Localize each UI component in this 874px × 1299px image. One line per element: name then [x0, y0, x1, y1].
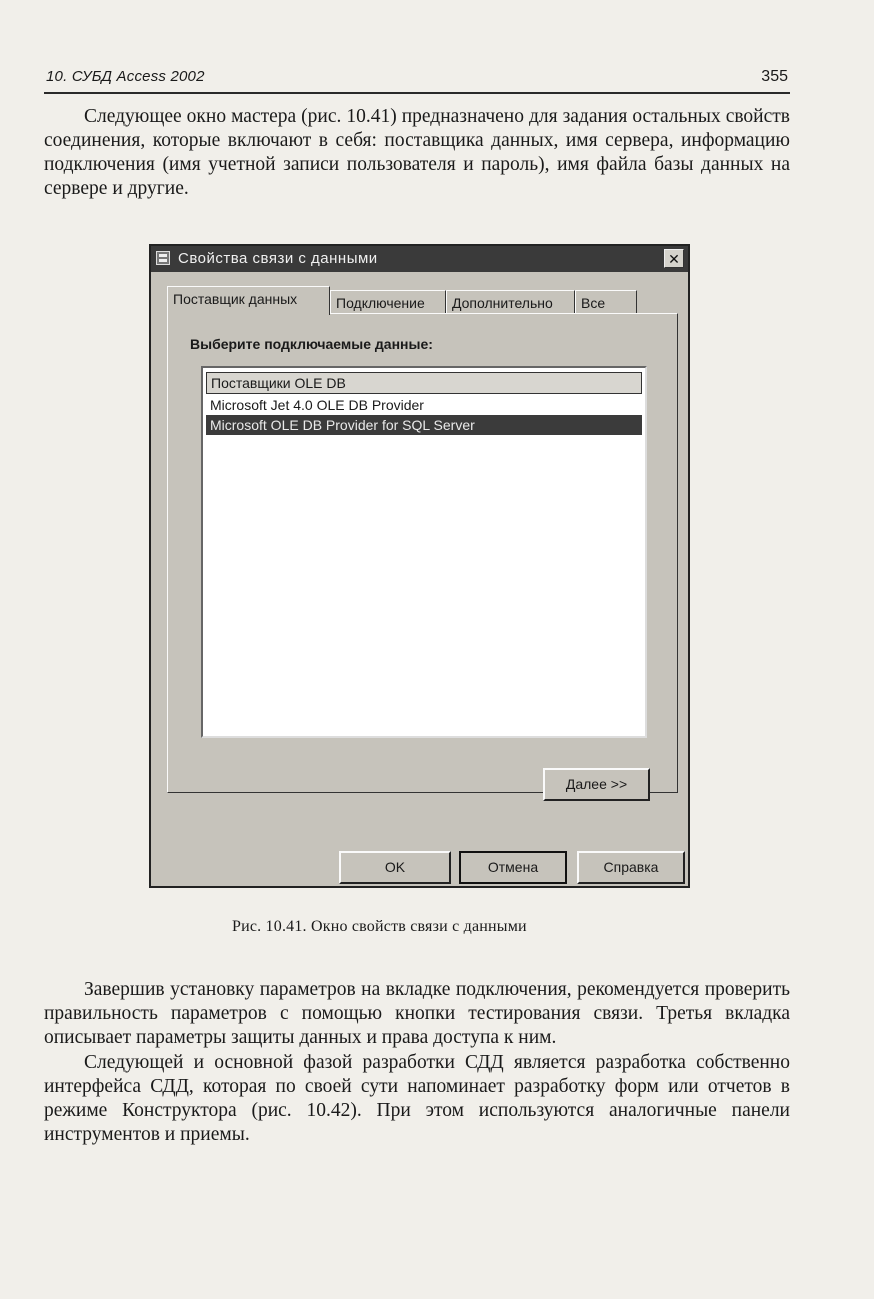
paragraph-interface: Следующей и основной фазой разработки СДД является разработка собственно интерфейса СДД, которая по своей сути напоминает разработку форм или отчетов в режиме Конструктора (рис. 10.42). При этом используются аналогичные панели инструментов и приемы.: [44, 1052, 790, 1145]
data-link-icon: [156, 251, 170, 265]
close-icon[interactable]: ✕: [664, 249, 684, 268]
select-data-label: Выберите подключаемые данные:: [190, 336, 433, 352]
cancel-button[interactable]: Отмена: [459, 851, 567, 884]
paragraph-connection: Завершив установку параметров на вкладке подключения, рекомендуется проверить правильность параметров с помощью кнопки тестирования связи. Третья вкладка описывает параметры защиты данных и права доступа к ним.: [44, 979, 790, 1048]
list-item-sql-server-provider[interactable]: Microsoft OLE DB Provider for SQL Server: [206, 415, 642, 435]
paragraph-intro: Следующее окно мастера (рис. 10.41) предназначено для задания остальных свойств соединения, которые включают в себя: поставщика данных, имя сервера, информацию подключения (имя учетной записи пользователя и пароль), имя файла базы данных на сервере и другие.: [44, 106, 790, 199]
help-button[interactable]: Справка: [577, 851, 685, 884]
figure-caption: Рис. 10.41. Окно свойств связи с данными: [232, 918, 527, 935]
tab-all[interactable]: Все: [575, 290, 637, 314]
provider-listbox[interactable]: [201, 366, 647, 738]
running-head: 10. СУБД Access 2002: [46, 68, 205, 85]
dialog-titlebar[interactable]: [151, 246, 688, 272]
tab-provider[interactable]: Поставщик данных: [167, 286, 330, 315]
data-link-properties-dialog: [149, 244, 690, 888]
ok-button[interactable]: OK: [339, 851, 451, 884]
list-item-jet-provider[interactable]: Microsoft Jet 4.0 OLE DB Provider: [210, 397, 424, 413]
dialog-title: Свойства связи с данными: [178, 250, 378, 267]
tab-connection[interactable]: Подключение: [330, 290, 446, 314]
list-header[interactable]: Поставщики OLE DB: [206, 372, 642, 394]
next-button[interactable]: Далее >>: [543, 768, 650, 801]
tab-strip: [167, 286, 667, 314]
provider-tab-panel: [167, 313, 678, 793]
page-header: [44, 64, 790, 94]
page-number: 355: [761, 68, 788, 85]
tab-advanced[interactable]: Дополнительно: [446, 290, 575, 314]
